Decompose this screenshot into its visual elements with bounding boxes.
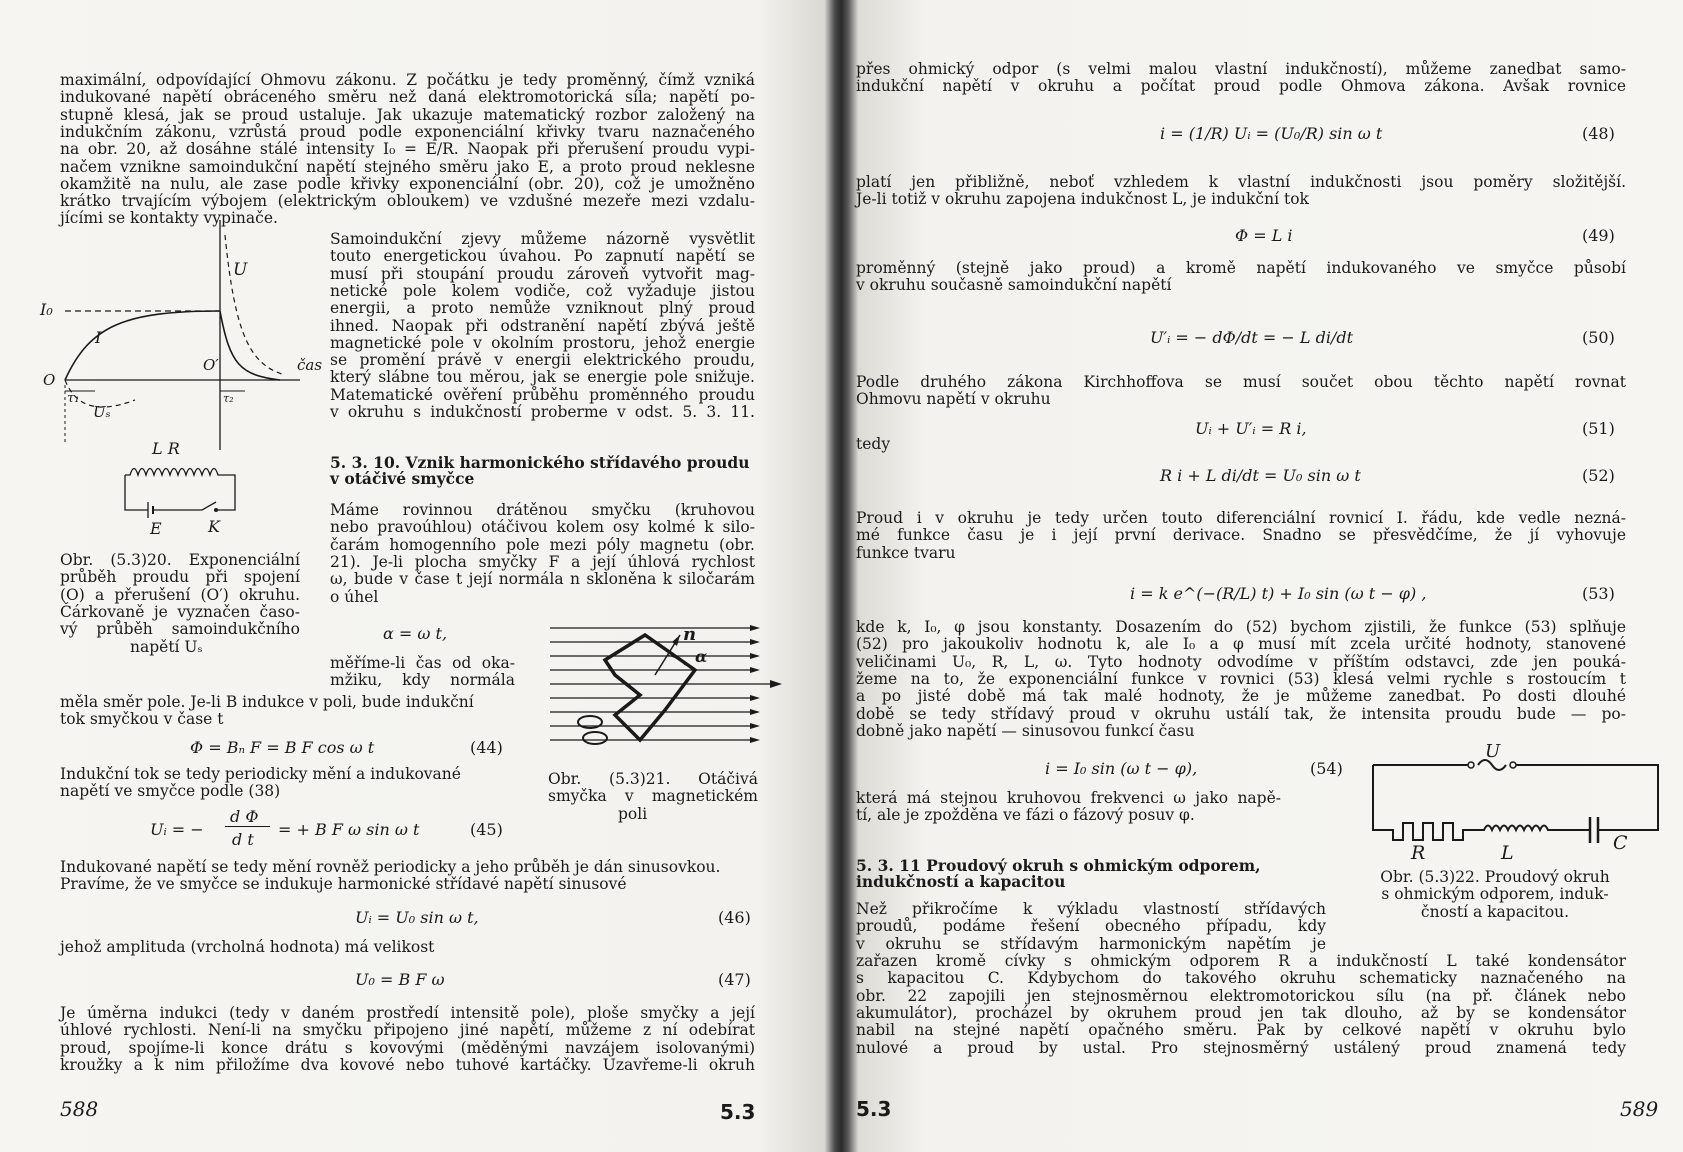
fig20-label-tau1: τ₁ <box>67 391 80 406</box>
text-line: Ohmovu napětí v okruhu <box>856 390 1051 409</box>
equation-45-lhs: Uᵢ = − <box>150 820 204 839</box>
text-line: o úhel <box>330 587 379 606</box>
section-heading-5-3-11 <box>856 858 1261 890</box>
text-line: Je-li totiž v okruhu zapojena indukčnost L, je indukční tok <box>856 190 1309 209</box>
text-line: v okruhu současně samoindukční napětí <box>856 276 1172 295</box>
text-line: době se tedy střídavý proud v okruhu ustálí tak, že intensita proudu bude — po- <box>856 704 1626 723</box>
text-line: Samoindukční zjevy můžeme názorně vysvětlit <box>330 230 755 248</box>
right-page <box>850 0 1683 1152</box>
equation-49: Φ = L i <box>1235 226 1293 245</box>
text-line: jícími se kontakty vypinače. <box>60 209 278 228</box>
text-line: Obr. (5.3)21. Otáčivá <box>548 770 758 788</box>
section-heading-5-3-10 <box>330 455 749 487</box>
equation-alpha: α = ω t, <box>383 624 448 643</box>
fig20-label-e: E <box>150 519 162 538</box>
text-line: čarám homogenního pole mezi póly magnetu (obr. <box>330 535 755 554</box>
text-line: úhlové rychlosti. Není-li na smyčku připojeno jiné napětí, můžeme z ní odebírat <box>60 1021 755 1040</box>
text-line: smyčka v magnetickém <box>548 787 758 806</box>
text-line: okamžitě na nulu, ale zase podle křivky exponenciální (obr. 20), což je umožněno <box>60 174 755 193</box>
heading-line-1: 5. 3. 10. Vznik harmonického střídavého proudu <box>330 453 750 472</box>
fig20-label-lr: L R <box>152 439 180 458</box>
text-line: načem vznikne samoindukční napětí stejného směru jako E, a proto proud neklesne <box>60 157 755 176</box>
equation-45-rhs: = + B F ω sin ω t <box>278 820 420 839</box>
equation-54-number: (54) <box>1310 759 1343 778</box>
text-line: ihned. Naopak při odstranění napětí zbývá ještě <box>330 316 755 335</box>
fig20-label-cas: čas <box>297 356 323 374</box>
text-line: 21). Je-li plocha smyčky F a její úhlová rychlost <box>330 552 755 571</box>
heading-line-1: 5. 3. 11 Proudový okruh s ohmickým odporem, <box>856 856 1261 875</box>
equation-48: i = (1/R) Uᵢ = (U₀/R) sin ω t <box>1160 124 1383 143</box>
figure-20-graph <box>35 215 325 455</box>
text-line: kde k, I₀, φ jsou konstanty. Dosazením do (52) bychom zjistili, že funkce (53) splňuje <box>856 618 1626 636</box>
text-line: s kapacitou C. Kdybychom do takového okruhu schematicky naznačeného na <box>856 969 1626 988</box>
text-line: na obr. 20, až dosáhne stálé intensity I₀ = E/R. Naopak při přerušení proudu vypi- <box>60 140 755 159</box>
fraction-bar <box>225 826 270 827</box>
text-line: s ohmickým odporem, induk- <box>1381 885 1609 904</box>
equation-46: Uᵢ = U₀ sin ω t, <box>355 908 479 927</box>
text-line: kroužky a k nim přiložíme dva kovové nebo tuhové kartáčky. Uzavřeme-li okruh <box>60 1055 755 1074</box>
text-line: proudů, podáme řešení obecného případu, kdy <box>856 917 1326 936</box>
text-line: mé funkce času je i její první derivace. Snadno se přesvědčíme, že jí vyhovuje <box>856 526 1626 545</box>
text-line: Obr. (5.3)20. Exponenciální <box>60 551 300 569</box>
text-line: stupně klesá, jak se proud ustaluje. Jak ukazuje matematický rozbor založený na <box>60 105 755 124</box>
text-line: Než přikročíme k výkladu vlastností střídavých <box>856 900 1326 918</box>
text-line: napětí ve smyčce podle (38) <box>60 782 281 800</box>
text-line: Indukované napětí se tedy mění rovněž periodicky a jeho průběh je dán sinusovkou. <box>60 858 721 876</box>
text-line: netické pole kolem vodiče, což vyžaduje jistou <box>330 281 755 300</box>
text-line: ω, bude v čase t její normála n skloněna k siločarám <box>330 570 755 589</box>
equation-49-number: (49) <box>1582 226 1615 245</box>
text-line: (O) a přerušení (O′) okruhu. <box>60 585 300 604</box>
equation-48-number: (48) <box>1582 124 1615 143</box>
equation-46-number: (46) <box>718 908 751 927</box>
fig20-label-k: K <box>208 517 220 536</box>
equation-44-number: (44) <box>470 738 503 757</box>
text-line: akumulátor), procházel by okruhem proud jen tak dlouho, až by se kondensátor <box>856 1003 1626 1022</box>
section-marker-left: 5.3 <box>720 1100 756 1124</box>
text-line: indukční napětí v okruhu a počítat proud podle Ohmova zákona. Avšak rovnice <box>856 77 1626 96</box>
fig21-label-alpha: α <box>695 647 708 666</box>
fig21-label-n: n <box>683 624 697 645</box>
fig22-label-l: L <box>1501 842 1514 864</box>
fig20-label-us: Uₛ <box>93 403 111 421</box>
equation-53-number: (53) <box>1582 584 1615 603</box>
text-line: maximální, odpovídající Ohmovu zákonu. Z počátku je tedy proměnný, čímž vzniká <box>60 71 755 89</box>
text-line: přes ohmický odpor (s velmi malou vlastní indukčností), můžeme zanedbat samo- <box>856 60 1626 78</box>
text-line: veličinami U₀, R, L, ω. Tyto hodnoty odvodíme v příštím odstavci, zde jen pouká- <box>856 652 1626 671</box>
equation-51-number: (51) <box>1582 419 1615 438</box>
text-line: nebo pravoúhlou) otáčivou kolem osy kolmé k silo- <box>330 518 755 537</box>
text-line: a po jisté době má tak malé hodnoty, že je můžeme zanedbat. Po dosti dlouhé <box>856 687 1626 706</box>
text-line: mžiku, kdy normála <box>330 671 515 690</box>
equation-52: R i + L di/dt = U₀ sin ω t <box>1160 466 1361 485</box>
text-line: Indukční tok se tedy periodicky mění a indukované <box>60 765 461 783</box>
fig20-label-tau2: τ₂ <box>223 392 234 405</box>
text-line: Je úměrna indukci (tedy v daném prostředí intensitě pole), ploše smyčky a její <box>60 1004 755 1022</box>
text-line: krátko trvajícím výbojem (elektrickým obloukem) ve vzdušné mezeře mezi vzdalu- <box>60 192 755 211</box>
text-line: energii, a proto nemůže vzniknout plný proud <box>330 299 755 318</box>
text-line: touto energetickou úvahou. Po zapnutí napětí se <box>330 247 755 266</box>
equation-53: i = k e^(−(R/L) t) + I₀ sin (ω t − φ) , <box>1130 584 1427 603</box>
text-line: v okruhu s indukčností proberme v odst. 5. 3. 11. <box>330 403 755 421</box>
text-line: napětí Uₛ <box>130 637 203 656</box>
fig22-label-c: C <box>1613 832 1628 854</box>
text-line: Čárkovaně je vyznačen časo- <box>60 602 300 621</box>
equation-50-number: (50) <box>1582 328 1615 347</box>
text-line: (52) pro jakoukoliv hodnotu k, ale I₀ a φ musí mít zcela určité hodnoty, stanovené <box>856 635 1626 654</box>
text-line: nabil na stejné napětí opačného směru. Pak by celkové napětí v okruhu bylo <box>856 1021 1626 1040</box>
text-line: průběh proudu při spojení <box>60 568 300 587</box>
equation-50: U′ᵢ = − dΦ/dt = − L di/dt <box>1150 328 1354 347</box>
text-line: Podle druhého zákona Kirchhoffova se musí součet obou těchto napětí rovnat <box>856 373 1626 391</box>
text-line: vý průběh samoindukčního <box>60 620 300 639</box>
fig20-label-o: O <box>43 371 56 389</box>
heading-line-2: indukčností a kapacitou <box>856 872 1066 891</box>
text-line: tok smyčkou v čase t <box>60 710 224 728</box>
text-line: musí při stoupání proudu zároveň vytvořit mag- <box>330 264 755 283</box>
text-line: Pravíme, že ve smyčce se indukuje harmonické střídavé napětí sinusové <box>60 875 627 893</box>
text-line: Máme rovinnou drátěnou smyčku (kruhovou <box>330 501 755 519</box>
text-line: proměnný (stejně jako proud) a kromě napětí indukovaného ve smyčce působí <box>856 259 1626 277</box>
equation-54: i = I₀ sin (ω t − φ), <box>1045 759 1198 778</box>
equation-47: U₀ = B F ω <box>355 970 445 989</box>
text-line: se promění právě v energii elektrického proudu, <box>330 351 755 370</box>
page-number-right: 589 <box>1620 1097 1659 1121</box>
figure-21-loop <box>545 620 785 760</box>
text-line: která má stejnou kruhovou frekvenci ω jako napě- <box>856 789 1281 807</box>
equation-44: Φ = Bₙ F = B F cos ω t <box>190 738 375 757</box>
page-number-left: 588 <box>60 1097 99 1121</box>
equation-45-frac-top: d Φ <box>230 807 259 826</box>
text-line: dobně jako napětí — sinusovou funkcí času <box>856 721 1195 740</box>
text-line: tí, ale je zpožděna ve fázi o fázový posuv φ. <box>856 806 1195 825</box>
text-line: jehož amplituda (vrcholná hodnota) má velikost <box>60 938 435 956</box>
text-line: zařazen kromě cívky s ohmickým odporem R a indukčností L také kondensátor <box>856 952 1626 970</box>
text-line: Matematické ověření průběhu proměnného proudu <box>330 385 755 404</box>
equation-47-number: (47) <box>718 970 751 989</box>
text-line: Obr. (5.3)22. Proudový okruh <box>1380 868 1610 886</box>
left-page <box>0 0 830 1152</box>
equation-52-number: (52) <box>1582 466 1615 485</box>
equation-45-number: (45) <box>470 820 503 839</box>
text-line: magnetické pole v okolním prostoru, jehož energie <box>330 333 755 352</box>
text-line: nulové a proud by ustal. Pro stejnosměrný ustálený proud znamená tedy <box>856 1038 1626 1057</box>
fig22-label-u: U <box>1485 741 1501 762</box>
text-line: obr. 22 zapojili jen stejnosměrnou elektromotorickou sílu (na př. článek nebo <box>856 986 1626 1005</box>
text-line: měříme-li čas od oka- <box>330 654 515 672</box>
equation-51: Uᵢ + U′ᵢ = R i, <box>1195 419 1307 438</box>
fig20-label-u: U <box>233 260 248 280</box>
text-line: Proud i v okruhu je tedy určen touto diferenciální rovnicí I. řádu, kde vedle nezná- <box>856 509 1626 527</box>
word-tedy: tedy <box>856 435 891 453</box>
text-line: který slábne tou měrou, jak se energie pole snižuje. <box>330 368 755 387</box>
text-line: indukované napětí obráceného směru než daná elektromotorická síla; napětí po- <box>60 88 755 107</box>
fig20-label-o2: O′ <box>203 356 219 374</box>
text-line: čností a kapacitou. <box>1420 902 1570 921</box>
heading-line-2: v otáčivé smyčce <box>330 469 475 488</box>
fig20-label-i: I <box>95 328 102 347</box>
text-line: v okruhu se střídavým harmonickým napětím je <box>856 934 1326 953</box>
text-line: platí jen přibližně, neboť vzhledem k vlastní indukčnosti jsou poměry složitější. <box>856 173 1626 191</box>
text-line: proud, spojíme-li konce drátu s kovovými (měděnými navzájem isolovanými) <box>60 1038 755 1057</box>
fig22-label-r: R <box>1411 842 1426 864</box>
text-line: indukčním zákonu, vzrůstá proud podle exponenciální křivky tvaru naznačeného <box>60 122 755 141</box>
text-line: poli <box>618 804 648 823</box>
text-line: funkce tvaru <box>856 543 956 562</box>
text-line: žeme na to, že exponenciální funkce v rovnici (53) klesá velmi rychle s rostoucím t <box>856 669 1626 688</box>
figure-20-circuit <box>120 439 250 538</box>
fig20-label-i0: I₀ <box>40 300 53 319</box>
equation-45-frac-bot: d t <box>232 830 254 849</box>
section-marker-right: 5.3 <box>856 1097 892 1121</box>
text-line: měla směr pole. Je-li B indukce v poli, bude indukční <box>60 693 474 711</box>
